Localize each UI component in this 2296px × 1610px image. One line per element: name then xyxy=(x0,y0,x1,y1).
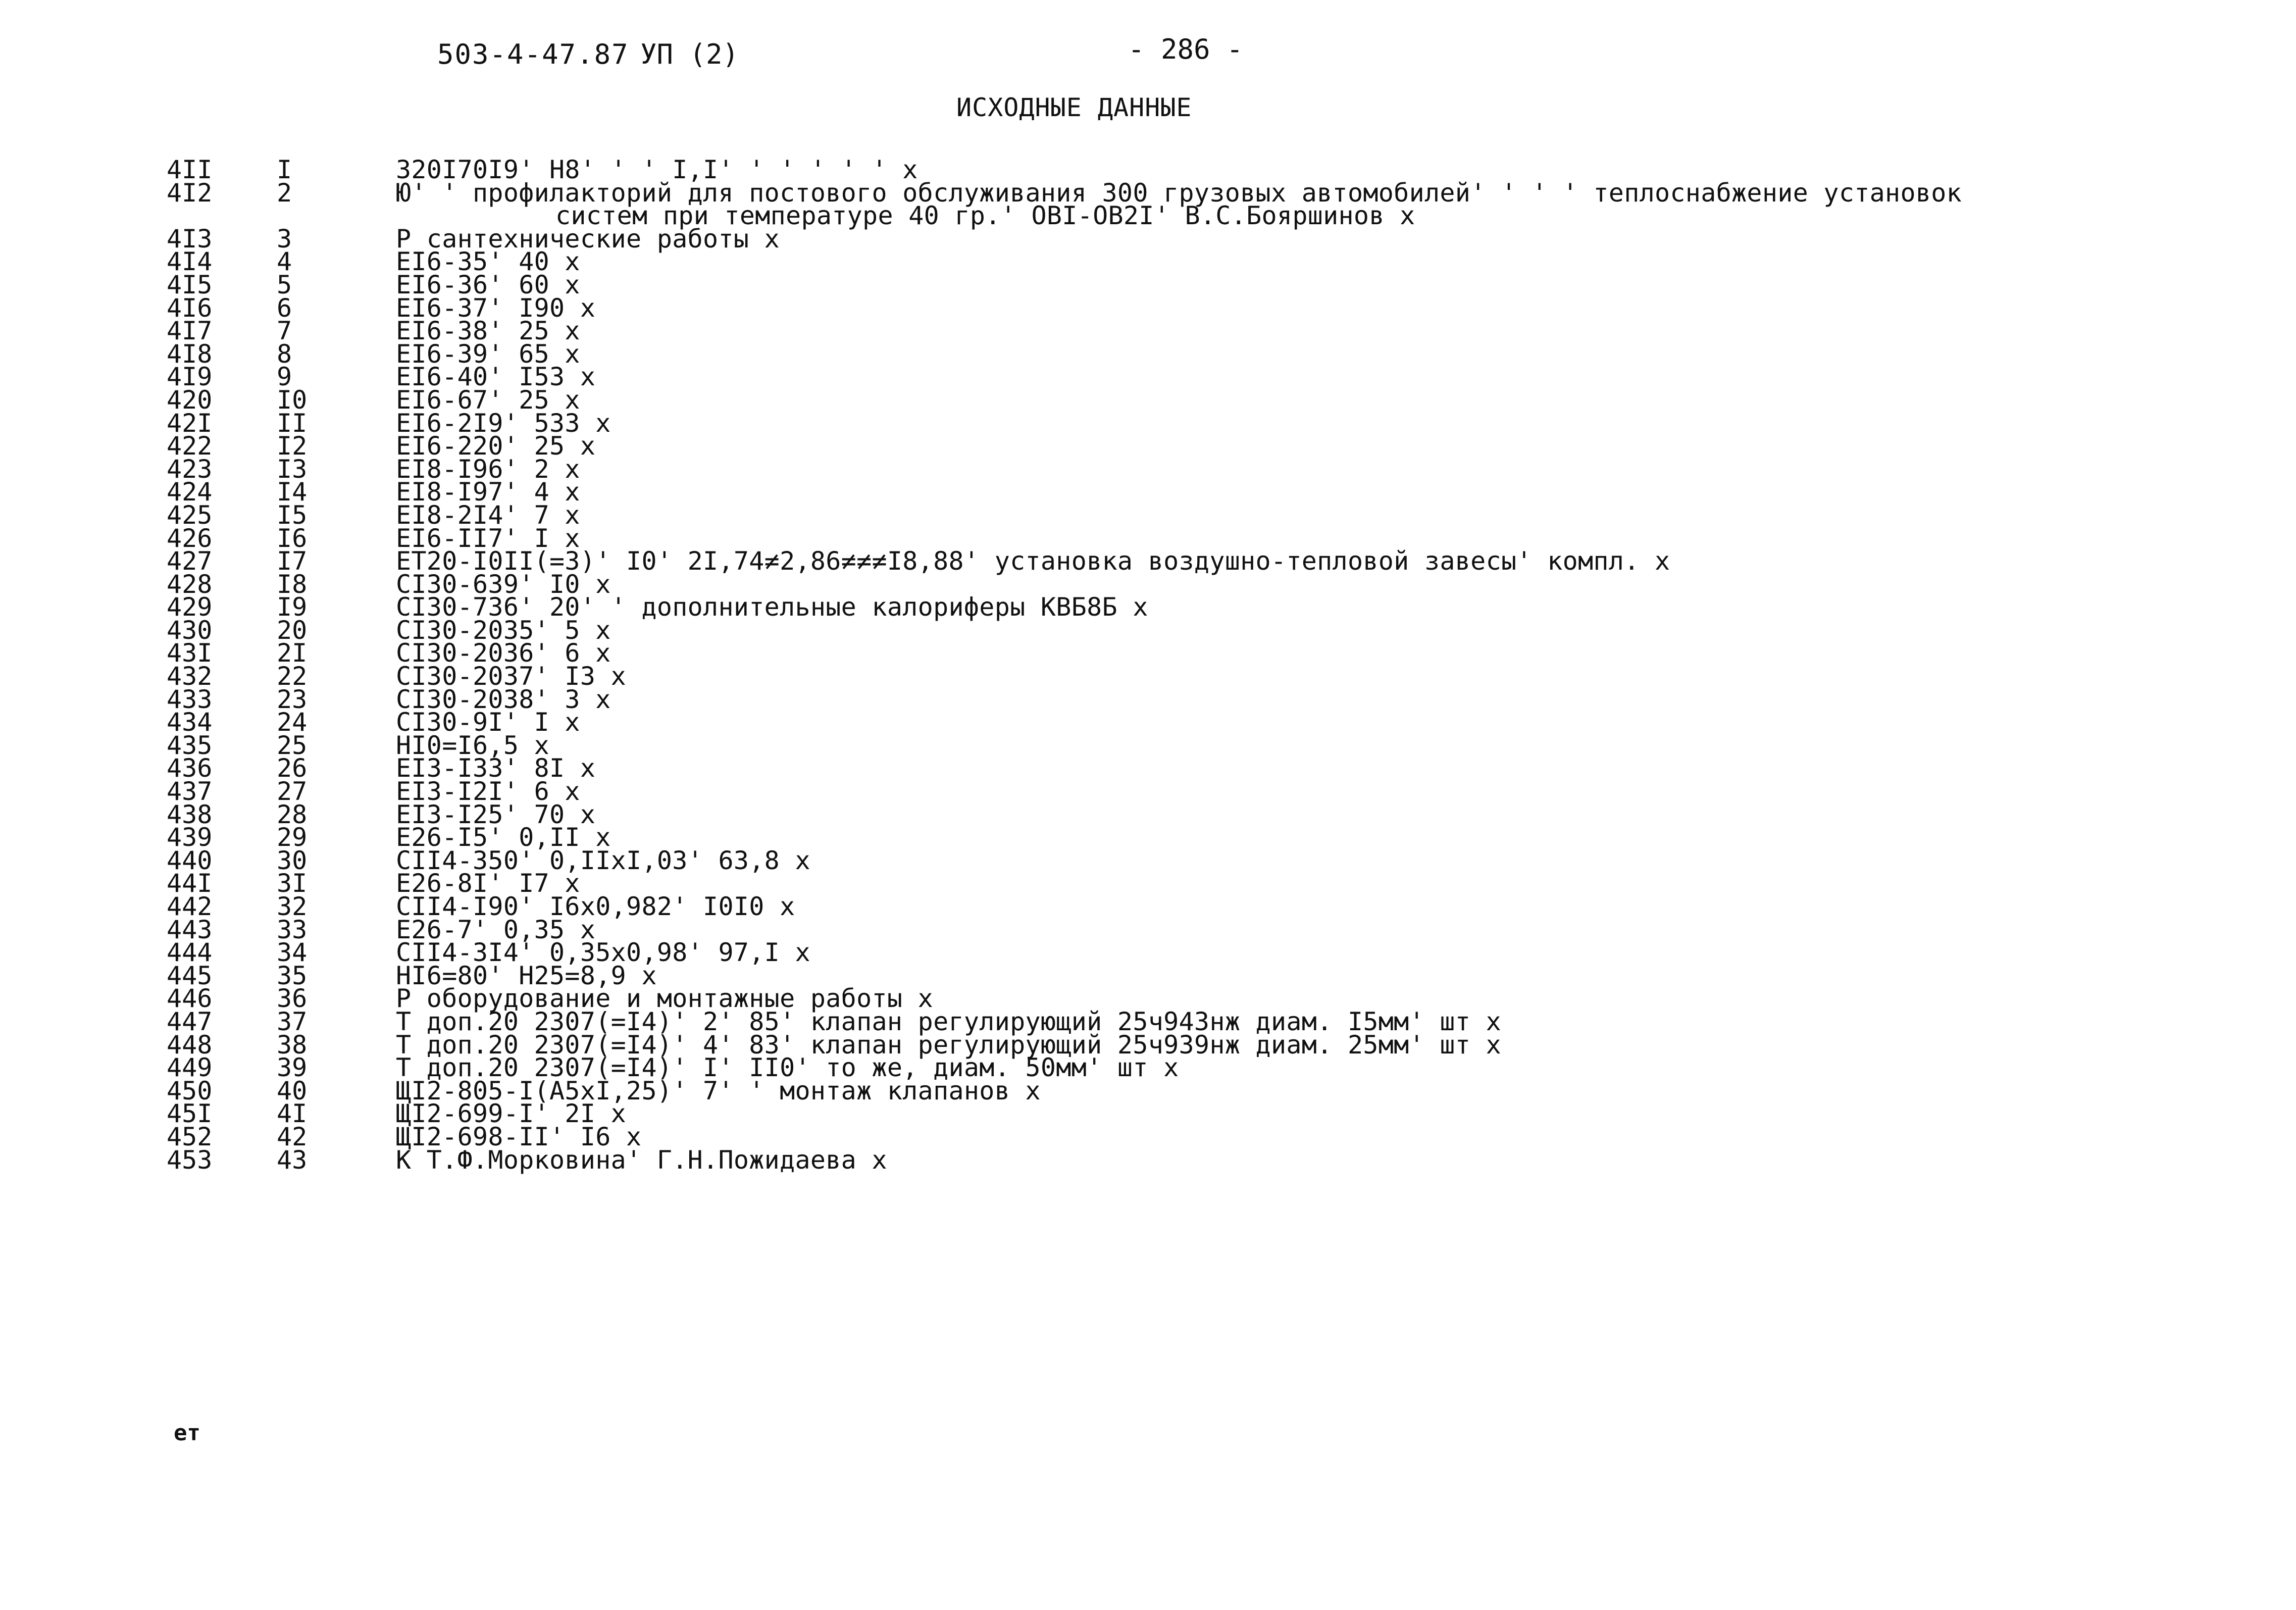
row-sequence: 7 xyxy=(277,316,292,346)
row-sequence: 8 xyxy=(277,339,292,369)
listing-row xyxy=(0,454,2296,484)
row-text: ЕI6-39' 65 x xyxy=(396,339,580,369)
row-text: ЕI6-II7' I x xyxy=(396,523,580,553)
row-sequence: 4I xyxy=(277,1099,308,1129)
row-sequence: 42 xyxy=(277,1122,308,1151)
row-number: 425 xyxy=(167,500,213,530)
row-sequence: I xyxy=(277,155,292,184)
listing-row xyxy=(0,500,2296,530)
row-sequence: I4 xyxy=(277,477,308,507)
listing-row xyxy=(0,1076,2296,1105)
row-number: 430 xyxy=(167,615,213,645)
listing-row xyxy=(0,385,2296,415)
row-sequence: 37 xyxy=(277,1007,308,1036)
row-text: ЕI3-I25' 70 x xyxy=(396,799,596,829)
listing-row xyxy=(0,362,2296,392)
row-number: 446 xyxy=(167,984,213,1014)
row-text: ЕI6-35' 40 x xyxy=(396,247,580,277)
row-number: 444 xyxy=(167,938,213,968)
row-text: СI30-9I' I x xyxy=(396,708,580,737)
row-number: 437 xyxy=(167,777,213,807)
row-text: HI6=80' H25=8,9 x xyxy=(396,961,657,990)
row-text: СI30-2035' 5 x xyxy=(396,615,611,645)
row-number: 429 xyxy=(167,592,213,622)
row-sequence: 2 xyxy=(277,178,292,208)
row-text: ЕI8-I97' 4 x xyxy=(396,477,580,507)
row-number: 4I6 xyxy=(167,293,213,323)
row-number: 432 xyxy=(167,662,213,691)
row-number: 436 xyxy=(167,753,213,783)
listing-row xyxy=(0,546,2296,576)
sheet-label: УП (2) xyxy=(640,38,739,70)
row-sequence: 9 xyxy=(277,362,292,392)
listing-row xyxy=(0,708,2296,737)
row-number: 423 xyxy=(167,454,213,484)
footer-mark: ет xyxy=(174,1420,200,1446)
row-sequence: 36 xyxy=(277,984,308,1014)
row-sequence: 4 xyxy=(277,247,292,277)
row-number: 443 xyxy=(167,915,213,944)
row-text: Е26-8I' I7 x xyxy=(396,869,580,898)
listing-row xyxy=(0,1099,2296,1129)
row-sequence: 35 xyxy=(277,961,308,990)
row-sequence: I2 xyxy=(277,431,308,461)
row-text-continuation: систем при температуре 40 гр.' ОВI-ОВ2I' В.С.Бояршинов x xyxy=(555,201,1415,231)
row-number: 424 xyxy=(167,477,213,507)
row-text: СII4-I90' I6x0,982' I0I0 x xyxy=(396,892,795,921)
row-number: 422 xyxy=(167,431,213,461)
row-text: 320I70I9' H8' ' ' I,I' ' ' ' ' ' x xyxy=(396,155,918,184)
listing-row xyxy=(0,477,2296,507)
row-text: Т доп.20 2307(=I4)' 4' 83' клапан регулирующий 25ч939нж диам. 25мм' шт x xyxy=(396,1030,1501,1060)
row-text: СII4-350' 0,IIxI,03' 63,8 x xyxy=(396,845,810,875)
listing-row xyxy=(0,915,2296,944)
row-number: 440 xyxy=(167,845,213,875)
row-sequence: I6 xyxy=(277,523,308,553)
row-sequence: II xyxy=(277,408,308,438)
row-text: ЕI6-36' 60 x xyxy=(396,270,580,299)
row-text: ЕI6-40' I53 x xyxy=(396,362,596,392)
listing-row xyxy=(0,178,2296,231)
row-number: 435 xyxy=(167,730,213,760)
row-sequence: 6 xyxy=(277,293,292,323)
row-number: 45I xyxy=(167,1099,213,1129)
row-text: Т доп.20 2307(=I4)' I' II0' то же, диам. 50мм' шт x xyxy=(396,1053,1179,1083)
row-sequence: 34 xyxy=(277,938,308,968)
row-text: Е26-I5' 0,II x xyxy=(396,823,611,852)
row-sequence: 26 xyxy=(277,753,308,783)
row-sequence: 27 xyxy=(277,777,308,807)
row-number: 448 xyxy=(167,1030,213,1060)
page-number: - 286 - xyxy=(1128,33,1243,65)
row-number: 4I5 xyxy=(167,270,213,299)
listing-row xyxy=(0,730,2296,760)
row-number: 420 xyxy=(167,385,213,415)
row-number: 4I9 xyxy=(167,362,213,392)
row-text: Т доп.20 2307(=I4)' 2' 85' клапан регулирующий 25ч943нж диам. I5мм' шт x xyxy=(396,1007,1501,1036)
row-text: Е26-7' 0,35 x xyxy=(396,915,596,944)
row-sequence: I0 xyxy=(277,385,308,415)
listing-row xyxy=(0,753,2296,783)
page-title: ИСХОДНЫЕ ДАННЫЕ xyxy=(956,93,1192,122)
row-text: СI30-736' 20' ' дополнительные калориферы КВБ8Б x xyxy=(396,592,1148,622)
row-number: 452 xyxy=(167,1122,213,1151)
row-number: 4I3 xyxy=(167,224,213,254)
row-text: Р оборудование и монтажные работы x xyxy=(396,984,934,1014)
document-code: 503-4-47.87 xyxy=(437,38,629,70)
row-text: ЕI6-37' I90 x xyxy=(396,293,596,323)
row-text: К Т.Ф.Морковина' Г.Н.Пожидаева x xyxy=(396,1145,887,1175)
listing-row xyxy=(0,592,2296,622)
listing-row xyxy=(0,1122,2296,1151)
row-number: 4II xyxy=(167,155,213,184)
row-sequence: 38 xyxy=(277,1030,308,1060)
row-sequence: I9 xyxy=(277,592,308,622)
row-sequence: 28 xyxy=(277,799,308,829)
listing-row xyxy=(0,431,2296,461)
row-text: ЕI6-67' 25 x xyxy=(396,385,580,415)
listing-row xyxy=(0,961,2296,990)
row-text: СI30-2036' 6 x xyxy=(396,638,611,668)
row-text: ЩI2-805-I(А5xI,25)' 7' ' монтаж клапанов x xyxy=(396,1076,1041,1105)
row-number: 445 xyxy=(167,961,213,990)
row-number: 4I2 xyxy=(167,178,213,208)
listing-row xyxy=(0,270,2296,299)
row-text: HI0=I6,5 x xyxy=(396,730,550,760)
listing-row xyxy=(0,638,2296,668)
row-number: 42I xyxy=(167,408,213,438)
listing-row xyxy=(0,892,2296,921)
row-sequence: 33 xyxy=(277,915,308,944)
row-sequence: 30 xyxy=(277,845,308,875)
listing-row xyxy=(0,224,2296,254)
listing-row xyxy=(0,247,2296,277)
row-sequence: 3 xyxy=(277,224,292,254)
listing-row xyxy=(0,1053,2296,1083)
row-sequence: 5 xyxy=(277,270,292,299)
row-number: 4I8 xyxy=(167,339,213,369)
row-sequence: 29 xyxy=(277,823,308,852)
listing-row xyxy=(0,869,2296,898)
listing-row xyxy=(0,615,2296,645)
row-text: ЕI3-I2I' 6 x xyxy=(396,777,580,807)
row-number: 4I7 xyxy=(167,316,213,346)
row-number: 453 xyxy=(167,1145,213,1175)
row-sequence: 39 xyxy=(277,1053,308,1083)
row-number: 428 xyxy=(167,569,213,599)
row-text: ЕI3-I33' 8I x xyxy=(396,753,596,783)
row-number: 427 xyxy=(167,546,213,576)
row-sequence: I5 xyxy=(277,500,308,530)
row-number: 449 xyxy=(167,1053,213,1083)
row-text: ЕТ20-I0II(=3)' I0' 2I,74≠2,86≠≠≠I8,88' установка воздушно-тепловой завесы' компл. x xyxy=(396,546,1670,576)
listing-row xyxy=(0,777,2296,807)
row-sequence: 43 xyxy=(277,1145,308,1175)
row-text: ЕI8-2I4' 7 x xyxy=(396,500,580,530)
listing-row xyxy=(0,823,2296,852)
row-sequence: 40 xyxy=(277,1076,308,1105)
row-text: ЕI8-I96' 2 x xyxy=(396,454,580,484)
row-number: 438 xyxy=(167,799,213,829)
row-number: 439 xyxy=(167,823,213,852)
row-number: 44I xyxy=(167,869,213,898)
row-sequence: 3I xyxy=(277,869,308,898)
row-number: 426 xyxy=(167,523,213,553)
listing-row xyxy=(0,339,2296,369)
row-number: 450 xyxy=(167,1076,213,1105)
listing-row xyxy=(0,1145,2296,1175)
listing-row xyxy=(0,316,2296,346)
listing-row xyxy=(0,938,2296,968)
row-sequence: 23 xyxy=(277,684,308,714)
row-number: 4I4 xyxy=(167,247,213,277)
row-text: ЩI2-698-II' I6 x xyxy=(396,1122,642,1151)
row-number: 434 xyxy=(167,708,213,737)
listing-row xyxy=(0,799,2296,829)
row-text: СI30-2038' 3 x xyxy=(396,684,611,714)
row-sequence: I8 xyxy=(277,569,308,599)
row-sequence: I7 xyxy=(277,546,308,576)
row-number: 43I xyxy=(167,638,213,668)
listing-row xyxy=(0,293,2296,323)
data-listing xyxy=(0,155,2296,1175)
row-text: ЕI6-38' 25 x xyxy=(396,316,580,346)
row-number: 433 xyxy=(167,684,213,714)
row-text: Р сантехнические работы x xyxy=(396,224,780,254)
row-number: 442 xyxy=(167,892,213,921)
row-text: ЕI6-2I9' 533 x xyxy=(396,408,611,438)
row-sequence: 25 xyxy=(277,730,308,760)
row-number: 447 xyxy=(167,1007,213,1036)
row-sequence: 2I xyxy=(277,638,308,668)
row-text: СI30-639' I0 x xyxy=(396,569,611,599)
row-sequence: 22 xyxy=(277,662,308,691)
row-text: ЕI6-220' 25 x xyxy=(396,431,596,461)
row-text: СII4-3I4' 0,35x0,98' 97,I x xyxy=(396,938,810,968)
row-sequence: 32 xyxy=(277,892,308,921)
row-text: Ю' ' профилакторий для постового обслуживания 300 грузовых автомобилей' ' ' ' теплоснабжение установок xyxy=(396,178,1962,208)
listing-row xyxy=(0,408,2296,438)
listing-row xyxy=(0,662,2296,691)
listing-row xyxy=(0,684,2296,714)
row-sequence: 24 xyxy=(277,708,308,737)
row-text: СI30-2037' I3 x xyxy=(396,662,627,691)
row-sequence: I3 xyxy=(277,454,308,484)
row-sequence: 20 xyxy=(277,615,308,645)
row-text: ЩI2-699-I' 2I x xyxy=(396,1099,627,1129)
listing-row xyxy=(0,845,2296,875)
